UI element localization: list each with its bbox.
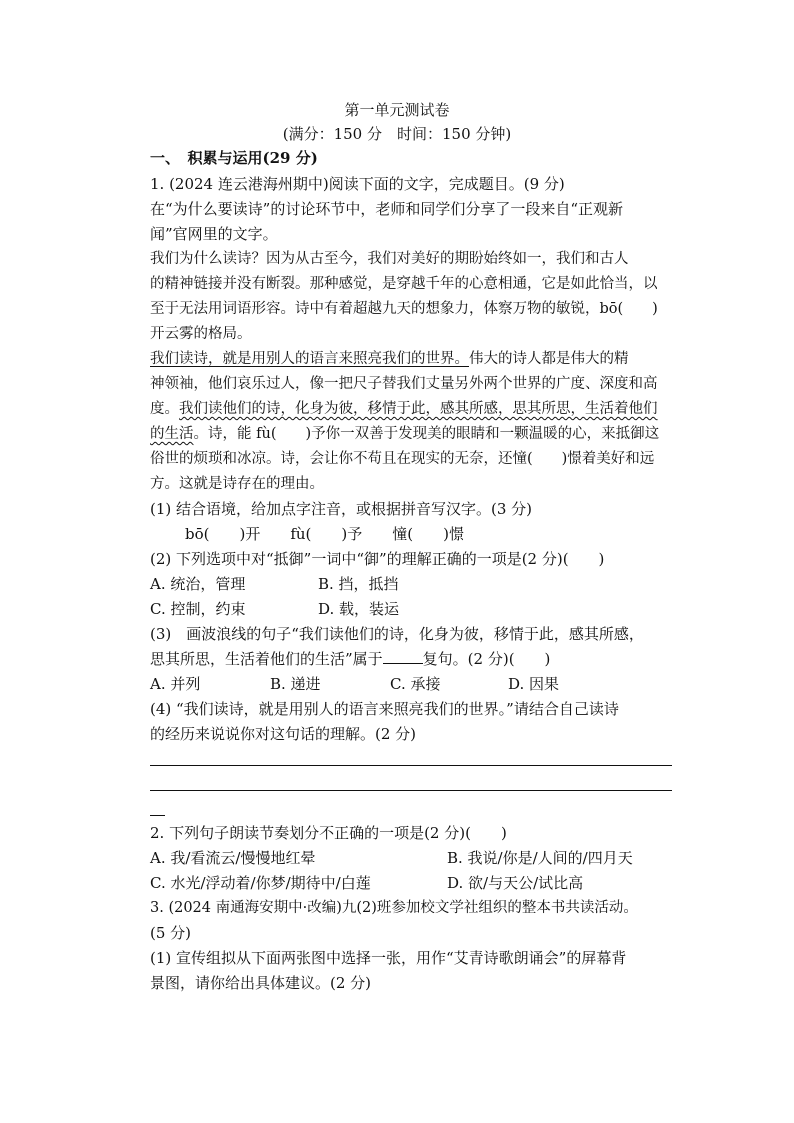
question-3-sub1: (1) 宣传组拟从下面两张图中选择一张，用作“艾青诗歌朗诵会”的屏幕背 <box>150 949 627 967</box>
answer-line <box>150 765 672 766</box>
passage-line: 方。这就是诗存在的理由。 <box>150 476 324 492</box>
fill-blank <box>383 649 423 664</box>
underlined-sentence: 我们读诗，就是用别人的语言来照亮我们的世界。 <box>150 351 469 367</box>
option-d: D. 载，装运 <box>318 600 400 618</box>
question-1-lead: 闻”官网里的文字。 <box>150 225 278 243</box>
option-d: D. 欲/与天公/试比高 <box>447 874 584 892</box>
subquestion-2: (2) 下列选项中对“抵御”一词中“御”的理解正确的一项是(2 分)( ) <box>150 550 605 568</box>
subquestion-1: (1) 结合语境，给加点字注音，或根据拼音写汉字。(3 分) <box>150 500 533 518</box>
page-title: 第一单元测试卷 <box>344 101 450 119</box>
subquestion-4-cont: 的经历来说说你对这句话的理解。(2 分) <box>150 725 417 743</box>
question-3-stem: (5 分) <box>150 924 192 942</box>
question-3-stem: 3. (2024 南通海安期中·改编)九(2)班参加校文学社组织的整本书共读活动。 <box>150 900 638 916</box>
question-1-intro: 1. (2024 连云港海州期中)阅读下面的文字，完成题目。(9 分) <box>150 175 565 193</box>
passage-text: 。诗，能 fù( )予你一双善于发现美的眼睛和一颗温暖的心，来抵御这 <box>193 426 660 442</box>
passage-line: 俗世的烦琐和冰凉。诗，会让你不苟且在现实的无奈，还憧( )憬着美好和远 <box>150 451 655 467</box>
answer-line <box>150 815 165 816</box>
question-1-lead: 在“为什么要读诗”的讨论环节中，老师和同学们分享了一段来自“正观新 <box>150 200 624 218</box>
subquestion-3-tail: 复句。(2 分)( ) <box>422 650 551 668</box>
option-c: C. 控制，约束 <box>150 600 246 618</box>
passage-text: 伟大的诗人都是伟大的精 <box>469 351 629 367</box>
subquestion-3-text: 思其所思，生活着他们的生活”属于 <box>150 650 383 668</box>
passage-line <box>150 349 629 369</box>
option-d: D. 因果 <box>508 675 560 693</box>
question-2-stem: 2. 下列句子朗读节奏划分不正确的一项是(2 分)( ) <box>150 824 507 842</box>
subquestion-4: (4) “我们读诗，就是用别人的语言来照亮我们的世界。”请结合自己读诗 <box>150 700 619 718</box>
option-b: B. 挡，抵挡 <box>318 575 399 593</box>
wavy-underlined-sentence: 的生活 <box>150 426 194 442</box>
question-3-sub1: 景图，请你给出具体建议。(2 分) <box>150 974 372 992</box>
passage-text: 度。 <box>150 401 179 417</box>
passage-line: 的精神链接并没有断裂。那种感觉，是穿越千年的心意相通，它是如此恰当，以 <box>150 276 658 292</box>
passage-line: 我们为什么读诗？因为从古至今，我们对美好的期盼始终如一，我们和古人 <box>150 251 629 267</box>
option-c: C. 承接 <box>390 675 441 693</box>
option-b: B. 我说/你是/人间的/四月天 <box>447 849 633 867</box>
option-a: A. 并列 <box>150 675 201 693</box>
passage-line <box>150 399 658 419</box>
subquestion-1-items: bō( )开 fù( )予 憧( )憬 <box>185 525 464 543</box>
passage-line: 开云雾的格局。 <box>150 326 252 342</box>
wavy-underlined-sentence: 我们读他们的诗，化身为彼，移情于此，感其所感，思其所思，生活着他们 <box>179 401 658 417</box>
answer-line <box>150 790 672 791</box>
option-a: A. 我/看流云/慢慢地红晕 <box>150 849 316 867</box>
passage-line <box>150 424 659 444</box>
option-b: B. 递进 <box>270 675 321 693</box>
option-a: A. 统治，管理 <box>150 575 246 593</box>
passage-line: 神领袖，他们哀乐过人，像一把尺子替我们丈量另外两个世界的广度、深度和高 <box>150 376 658 392</box>
page-subtitle: (满分：150 分 时间：150 分钟) <box>282 125 512 143</box>
section-heading: 一、 积累与运用(29 分) <box>150 149 318 167</box>
option-c: C. 水光/浮动着/你梦/期待中/白莲 <box>150 874 371 892</box>
subquestion-3-cont <box>150 649 550 669</box>
subquestion-3: (3) 画波浪线的句子“我们读他们的诗，化身为彼，移情于此，感其所感， <box>150 625 644 643</box>
passage-line: 至于无法用词语形容。诗中有着超越九天的想象力，体察万物的敏锐，bō( ) <box>150 301 658 317</box>
